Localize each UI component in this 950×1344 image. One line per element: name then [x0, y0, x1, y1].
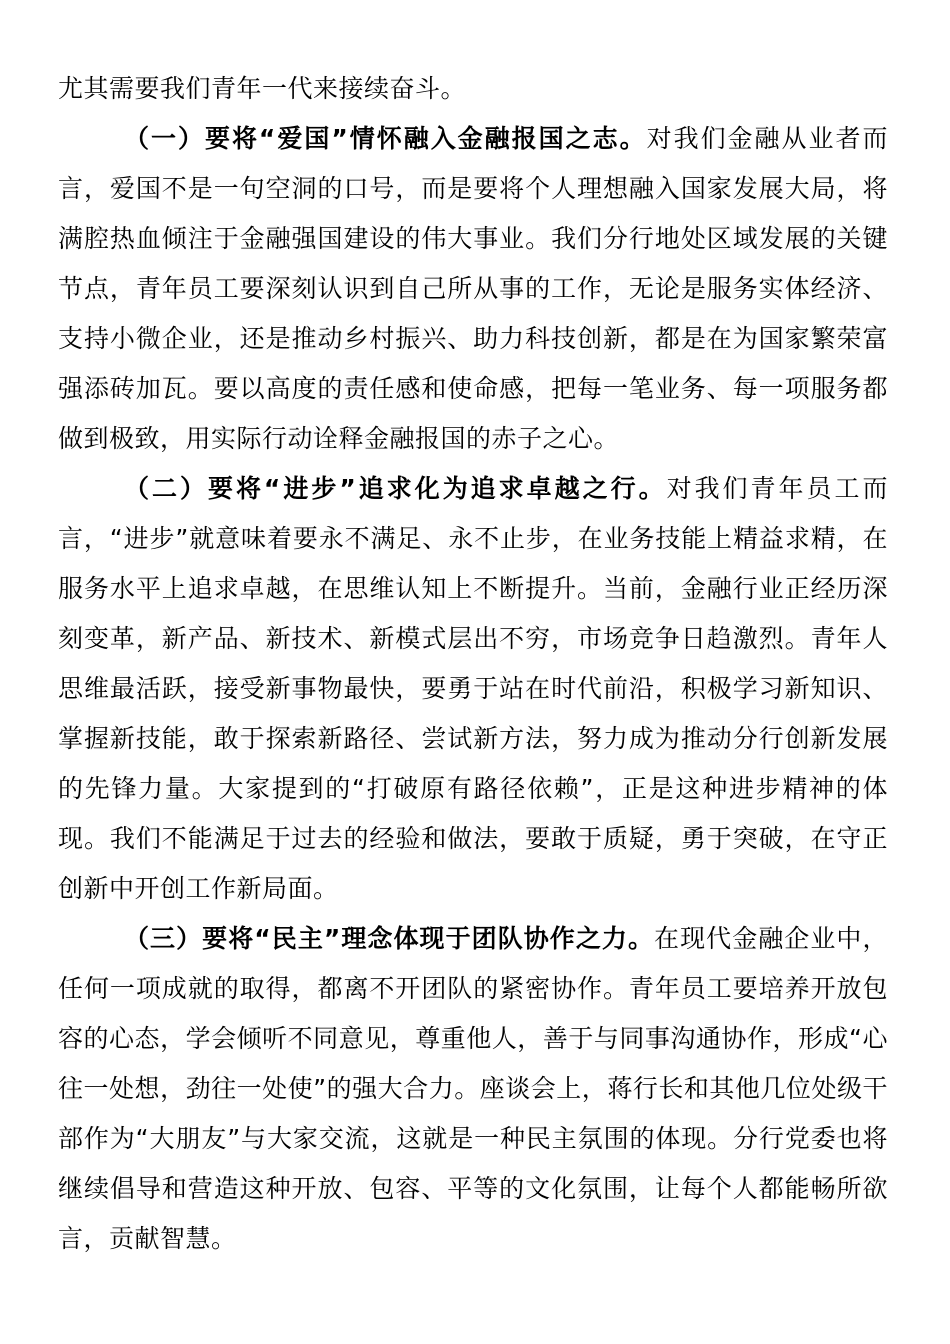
intro-paragraph: 尤其需要我们青年一代来接续奋斗。	[58, 74, 467, 103]
section-2-paragraph	[58, 464, 888, 914]
section-1-paragraph	[58, 114, 888, 464]
section-3-heading: （三）要将“民主”理念体现于团队协作之力。	[124, 924, 655, 953]
section-3-paragraph	[58, 914, 888, 1264]
section-3-body: 在现代金融企业中，任何一项成就的取得，都离不开团队的紧密协作。青年员工要培养开放包容的心态，学会倾听不同意见，尊重他人，善于与同事沟通协作，形成“心往一处想，劲往一处使”的强大合力。座谈会上，蒋行长和其他几位处级干部作为“大朋友”与大家交流，这就是一种民主氛围的体现。分行党委也将继续倡导和营造这种开放、包容、平等的文化氛围，让每个人都能畅所欲言，贡献智慧。	[58, 924, 888, 1253]
document-page	[58, 64, 888, 1264]
section-2-heading: （二）要将“进步”追求化为追求卓越之行。	[124, 474, 667, 503]
section-1-body: 对我们金融从业者而言，爱国不是一句空洞的口号，而是要将个人理想融入国家发展大局，将满腔热血倾注于金融强国建设的伟大事业。我们分行地处区域发展的关键节点，青年员工要深刻认识到自己所从事的工作，无论是服务实体经济、支持小微企业，还是推动乡村振兴、助力科技创新，都是在为国家繁荣富强添砖加瓦。要以高度的责任感和使命感，把每一笔业务、每一项服务都做到极致，用实际行动诠释金融报国的赤子之心。	[58, 124, 888, 453]
section-1-heading: （一）要将“爱国”情怀融入金融报国之志。	[124, 124, 647, 153]
section-2-body: 对我们青年员工而言，“进步”就意味着要永不满足、永不止步，在业务技能上精益求精，在服务水平上追求卓越，在思维认知上不断提升。当前，金融行业正经历深刻变革，新产品、新技术、新模式层出不穷，市场竞争日趋激烈。青年人思维最活跃，接受新事物最快，要勇于站在时代前沿，积极学习新知识、掌握新技能，敢于探索新路径、尝试新方法，努力成为推动分行创新发展的先锋力量。大家提到的“打破原有路径依赖”，正是这种进步精神的体现。我们不能满足于过去的经验和做法，要敢于质疑，勇于突破，在守正创新中开创工作新局面。	[58, 474, 888, 903]
